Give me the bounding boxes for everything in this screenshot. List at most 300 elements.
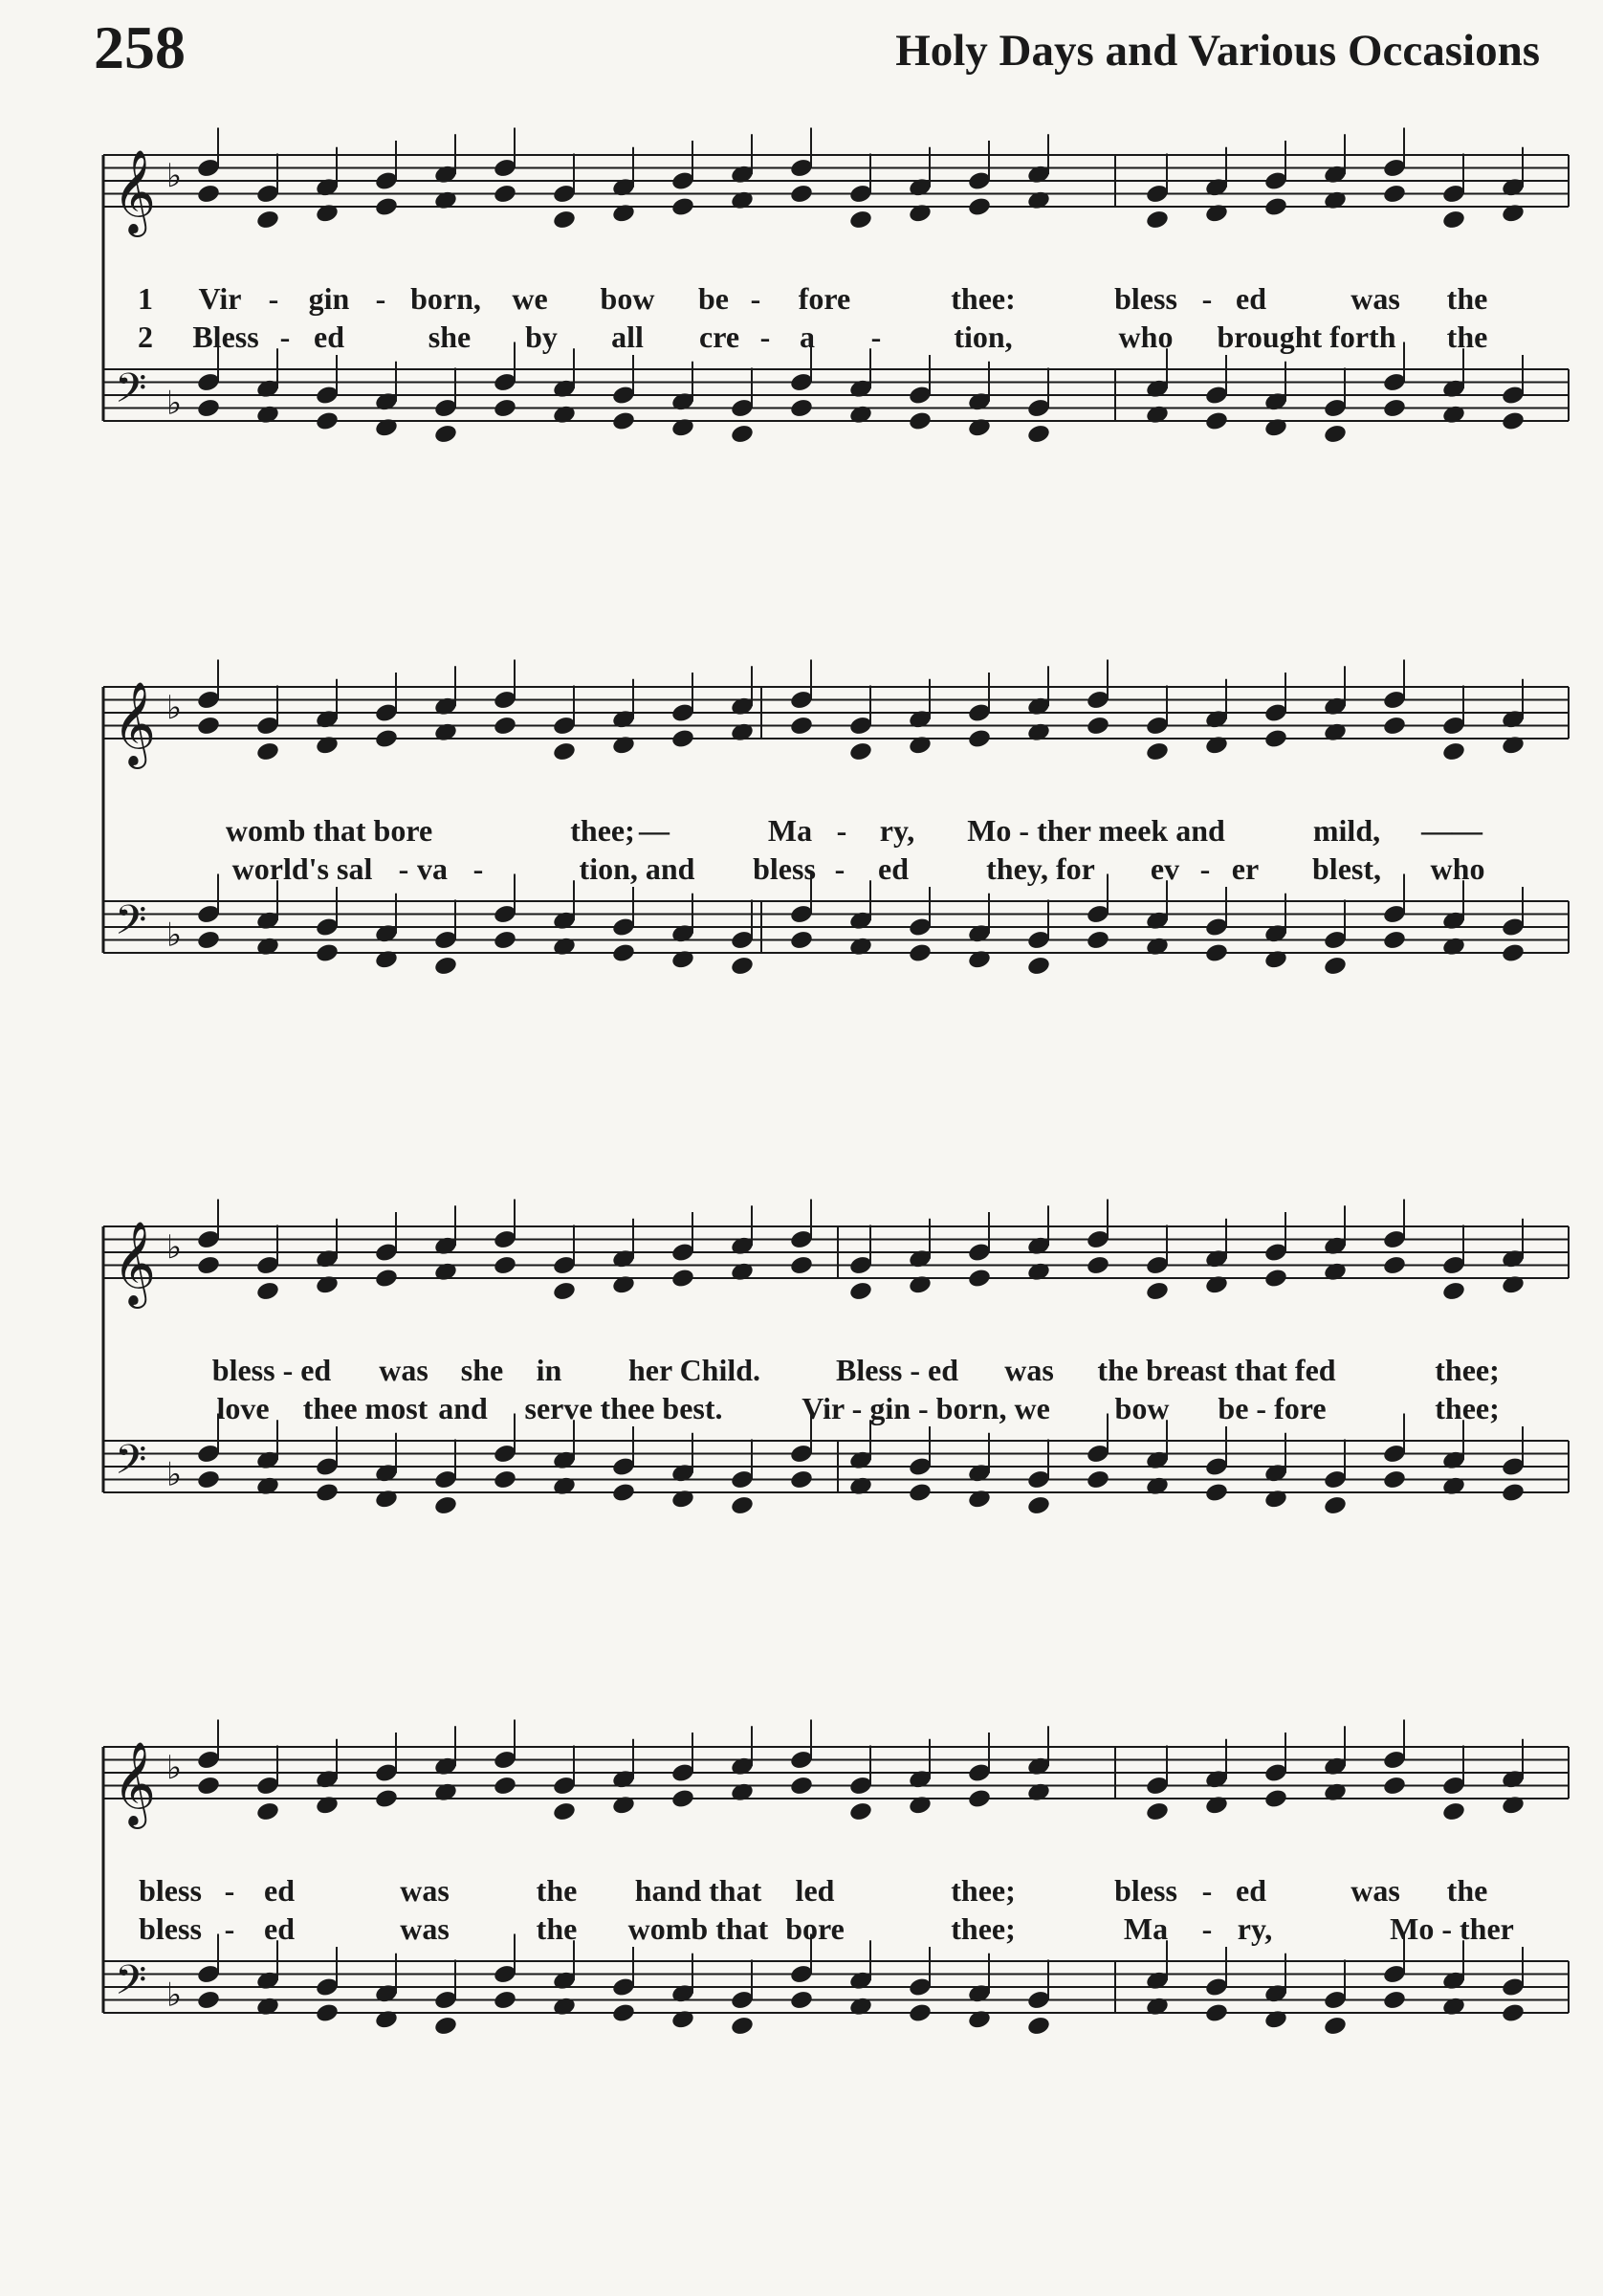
lyric-syllable: Bless <box>192 320 259 354</box>
note-head-icon <box>315 1482 340 1504</box>
page-number: 258 <box>94 13 186 81</box>
note-head-icon <box>433 189 458 211</box>
lyric-syllable: was <box>1350 281 1400 316</box>
note-head-icon <box>1501 734 1526 756</box>
note-head-icon <box>433 1494 458 1516</box>
lyric-syllable: ry, <box>1237 1911 1273 1946</box>
note-head-icon <box>1204 202 1229 224</box>
note-head-icon <box>1026 1781 1051 1803</box>
note-head-icon <box>967 948 992 970</box>
lyric-syllable: she <box>428 320 472 354</box>
lyric-line-verse-1 <box>103 279 1569 318</box>
note-head-icon <box>967 1788 992 1810</box>
note-head-icon <box>908 2002 933 2024</box>
lyric-syllable: bow <box>600 281 655 316</box>
note-head-icon <box>908 1794 933 1816</box>
note-head-icon <box>670 948 695 970</box>
flat-icon: ♭ <box>166 1455 183 1494</box>
note-head-icon <box>1204 1482 1229 1504</box>
note-head-icon <box>789 1254 814 1276</box>
lyric-syllable: Bless - ed <box>836 1353 958 1387</box>
note-head-icon <box>552 936 577 958</box>
lyric-syllable: ed <box>1236 281 1266 316</box>
note-head-icon <box>315 942 340 964</box>
lyric-syllable: was <box>400 1873 450 1908</box>
note-head-icon <box>1026 189 1051 211</box>
lyric-syllable: womb that bore <box>225 813 433 848</box>
note-head-icon <box>730 1781 755 1803</box>
note-head-icon <box>789 715 814 737</box>
note-head-icon <box>1145 936 1170 958</box>
treble-clef-icon: 𝄞 <box>113 148 156 233</box>
lyric-syllable: 2 <box>138 320 153 354</box>
lyric-syllable: - <box>836 813 847 848</box>
lyric-syllable: hand that <box>634 1873 762 1908</box>
note-head-icon <box>848 1280 873 1302</box>
music-system-1 <box>103 144 1569 497</box>
lyric-syllable: born, <box>410 281 481 316</box>
note-head-icon <box>552 209 577 231</box>
lyric-syllable: - <box>750 281 761 316</box>
note-head-icon <box>848 936 873 958</box>
note-head-icon <box>670 1268 695 1290</box>
note-head-icon <box>1501 2002 1526 2024</box>
note-head-icon <box>1323 955 1348 977</box>
lyric-syllable: thee most <box>302 1391 428 1425</box>
note-head-icon <box>1026 721 1051 743</box>
note-head-icon <box>196 715 221 737</box>
note-head-icon <box>255 209 280 231</box>
lyric-syllable: ed <box>314 320 344 354</box>
note-head-icon <box>789 397 814 419</box>
flat-icon: ♭ <box>166 916 183 955</box>
lyric-syllable: we <box>512 281 548 316</box>
note-head-icon <box>374 1268 399 1290</box>
note-head-icon <box>1382 1254 1407 1276</box>
note-head-icon <box>848 404 873 426</box>
lyric-syllable: - <box>224 1911 235 1946</box>
music-system-4 <box>103 1735 1569 2089</box>
note-head-icon <box>433 1261 458 1283</box>
lyric-syllable: bless - ed <box>211 1353 332 1387</box>
note-head-icon <box>433 955 458 977</box>
note-head-icon <box>789 929 814 951</box>
lyric-syllable: — <box>639 813 670 848</box>
note-head-icon <box>611 202 636 224</box>
note-head-icon <box>1441 1996 1466 2018</box>
note-head-icon <box>1501 1482 1526 1504</box>
note-head-icon <box>967 728 992 750</box>
note-head-icon <box>611 942 636 964</box>
note-head-icon <box>255 936 280 958</box>
note-head-icon <box>1382 715 1407 737</box>
lyric-syllable: - <box>375 281 386 316</box>
lyric-syllable: her Child. <box>627 1353 761 1387</box>
lyric-syllable: ed <box>1236 1873 1266 1908</box>
note-head-icon <box>611 734 636 756</box>
note-head-icon <box>552 1280 577 1302</box>
lyric-syllable: mild, <box>1312 813 1381 848</box>
lyric-line-verse-2 <box>103 850 1569 888</box>
note-head-icon <box>908 1482 933 1504</box>
note-head-icon <box>1323 1494 1348 1516</box>
note-head-icon <box>1382 183 1407 205</box>
lyric-syllable: was <box>400 1911 450 1946</box>
music-system-2 <box>103 675 1569 1029</box>
note-head-icon <box>1026 423 1051 445</box>
lyric-syllable: gin <box>308 281 350 316</box>
note-head-icon <box>848 209 873 231</box>
note-head-icon <box>967 416 992 438</box>
lyric-syllable: 1 <box>138 281 153 316</box>
note-head-icon <box>908 1273 933 1295</box>
note-head-icon <box>1382 397 1407 419</box>
lyric-syllable: - <box>472 851 484 886</box>
note-head-icon <box>1026 2015 1051 2037</box>
lyric-syllable: in <box>536 1353 562 1387</box>
note-head-icon <box>1263 1488 1288 1510</box>
lyric-line-verse-1 <box>103 811 1569 850</box>
note-head-icon <box>196 1775 221 1797</box>
lyric-syllable: womb that <box>627 1911 769 1946</box>
note-head-icon <box>1501 202 1526 224</box>
note-head-icon <box>493 1468 517 1490</box>
lyric-syllable: all <box>611 320 644 354</box>
note-head-icon <box>670 728 695 750</box>
lyric-syllable: - <box>224 1873 235 1908</box>
note-head-icon <box>1263 1268 1288 1290</box>
note-head-icon <box>493 1775 517 1797</box>
bass-clef-icon: 𝄢 <box>115 1436 147 1494</box>
lyric-syllable: thee; <box>951 1873 1016 1908</box>
note-head-icon <box>730 423 755 445</box>
lyric-syllable: tion, and <box>579 851 695 886</box>
lyric-syllable: fore <box>798 281 851 316</box>
note-head-icon <box>196 1989 221 2011</box>
note-head-icon <box>552 1996 577 2018</box>
note-head-icon <box>433 2015 458 2037</box>
note-head-icon <box>315 1273 340 1295</box>
lyric-syllable: be <box>698 281 729 316</box>
note-head-icon <box>611 410 636 432</box>
music-system-3 <box>103 1215 1569 1569</box>
note-head-icon <box>611 1794 636 1816</box>
note-head-icon <box>1263 196 1288 218</box>
note-head-icon <box>967 1488 992 1510</box>
lyric-line-verse-2 <box>103 1910 1569 1948</box>
bass-clef-icon: 𝄢 <box>115 1956 147 2015</box>
note-head-icon <box>1145 1800 1170 1822</box>
note-head-icon <box>908 942 933 964</box>
note-head-icon <box>493 929 517 951</box>
lyric-syllable: thee; <box>1435 1391 1500 1425</box>
lyric-line-verse-2 <box>103 1389 1569 1427</box>
note-head-icon <box>1323 1781 1348 1803</box>
note-head-icon <box>967 196 992 218</box>
note-head-icon <box>611 1273 636 1295</box>
note-head-icon <box>374 416 399 438</box>
lyric-syllable: - <box>870 320 882 354</box>
lyric-syllable: - <box>1201 1873 1213 1908</box>
lyric-syllable: va <box>417 851 448 886</box>
note-head-icon <box>433 1781 458 1803</box>
note-head-icon <box>1441 209 1466 231</box>
note-head-icon <box>730 189 755 211</box>
note-head-icon <box>670 1488 695 1510</box>
note-head-icon <box>1323 423 1348 445</box>
note-head-icon <box>789 183 814 205</box>
lyric-syllable: was <box>1004 1353 1054 1387</box>
note-head-icon <box>1441 1800 1466 1822</box>
note-head-icon <box>374 948 399 970</box>
note-head-icon <box>1382 1468 1407 1490</box>
lyric-syllable: —— <box>1421 813 1482 848</box>
lyric-syllable: Vir <box>198 281 242 316</box>
note-head-icon <box>730 955 755 977</box>
note-head-icon <box>196 929 221 951</box>
note-head-icon <box>670 196 695 218</box>
lyric-line-verse-2 <box>103 318 1569 356</box>
note-head-icon <box>848 1475 873 1497</box>
lyric-syllable: - <box>759 320 771 354</box>
note-head-icon <box>1323 189 1348 211</box>
note-head-icon <box>1263 728 1288 750</box>
lyric-line-verse-1 <box>103 1351 1569 1389</box>
lyric-syllable: and <box>438 1391 488 1425</box>
lyric-syllable: a <box>800 320 815 354</box>
note-head-icon <box>1145 1280 1170 1302</box>
note-head-icon <box>611 2002 636 2024</box>
lyric-syllable: be - fore <box>1218 1391 1327 1425</box>
note-head-icon <box>433 423 458 445</box>
lyric-syllable: was <box>379 1353 428 1387</box>
note-head-icon <box>255 1475 280 1497</box>
note-head-icon <box>433 721 458 743</box>
note-head-icon <box>1204 1794 1229 1816</box>
note-head-icon <box>1501 410 1526 432</box>
note-head-icon <box>255 1996 280 2018</box>
lyric-syllable: Mo - ther meek and <box>967 813 1225 848</box>
lyric-syllable: serve thee best. <box>524 1391 723 1425</box>
note-head-icon <box>1204 734 1229 756</box>
lyric-syllable: by <box>525 320 558 354</box>
note-head-icon <box>552 404 577 426</box>
note-head-icon <box>670 1788 695 1810</box>
note-head-icon <box>1382 929 1407 951</box>
lyric-syllable: bless <box>139 1873 202 1908</box>
lyric-syllable: bless <box>1114 281 1177 316</box>
note-head-icon <box>1263 1788 1288 1810</box>
treble-clef-icon: 𝄞 <box>113 680 156 765</box>
note-head-icon <box>1026 1494 1051 1516</box>
note-head-icon <box>374 728 399 750</box>
note-head-icon <box>315 410 340 432</box>
note-head-icon <box>908 410 933 432</box>
note-head-icon <box>730 1261 755 1283</box>
note-head-icon <box>848 1800 873 1822</box>
lyric-syllable: - <box>268 281 279 316</box>
lyric-line-verse-1 <box>103 1871 1569 1910</box>
note-head-icon <box>1145 209 1170 231</box>
lyric-syllable: ev <box>1150 851 1180 886</box>
lyric-syllable: the <box>536 1873 578 1908</box>
note-head-icon <box>196 1254 221 1276</box>
lyric-syllable: the <box>1446 320 1488 354</box>
note-head-icon <box>1086 1468 1110 1490</box>
lyric-syllable: was <box>1350 1873 1400 1908</box>
note-head-icon <box>493 183 517 205</box>
note-head-icon <box>255 1800 280 1822</box>
lyric-syllable: - <box>834 851 845 886</box>
note-head-icon <box>967 1268 992 1290</box>
lyric-syllable: - <box>1201 281 1213 316</box>
note-head-icon <box>315 734 340 756</box>
lyric-syllable: they, for <box>986 851 1095 886</box>
lyric-syllable: Vir - gin - born, we <box>802 1391 1050 1425</box>
note-head-icon <box>611 1482 636 1504</box>
note-head-icon <box>1323 721 1348 743</box>
note-head-icon <box>670 2008 695 2030</box>
note-head-icon <box>1323 2015 1348 2037</box>
note-head-icon <box>374 1488 399 1510</box>
note-head-icon <box>255 1280 280 1302</box>
note-head-icon <box>730 721 755 743</box>
flat-icon: ♭ <box>166 689 183 727</box>
note-head-icon <box>1145 740 1170 762</box>
note-head-icon <box>1263 2008 1288 2030</box>
lyric-syllable: love <box>216 1391 270 1425</box>
note-head-icon <box>196 1468 221 1490</box>
note-head-icon <box>374 196 399 218</box>
lyric-syllable: the <box>1446 1873 1488 1908</box>
note-head-icon <box>1441 740 1466 762</box>
note-head-icon <box>552 740 577 762</box>
note-head-icon <box>552 1475 577 1497</box>
note-head-icon <box>196 397 221 419</box>
note-head-icon <box>1145 1996 1170 2018</box>
note-head-icon <box>255 404 280 426</box>
lyric-syllable: tion, <box>954 320 1013 354</box>
note-head-icon <box>967 2008 992 2030</box>
note-head-icon <box>908 734 933 756</box>
note-head-icon <box>1086 715 1110 737</box>
bass-clef-icon: 𝄢 <box>115 896 147 955</box>
lyric-syllable: bow <box>1114 1391 1170 1425</box>
lyric-syllable: cre <box>698 320 740 354</box>
lyric-syllable: thee; <box>570 813 635 848</box>
lyric-syllable: who <box>1430 851 1485 886</box>
flat-icon: ♭ <box>166 1749 183 1787</box>
flat-icon: ♭ <box>166 157 183 195</box>
note-head-icon <box>1323 1261 1348 1283</box>
lyric-syllable: she <box>460 1353 504 1387</box>
lyric-syllable: - <box>398 851 409 886</box>
note-head-icon <box>374 1788 399 1810</box>
lyric-syllable: - <box>279 320 291 354</box>
treble-clef-icon: 𝄞 <box>113 1220 156 1305</box>
lyric-syllable: brought forth <box>1217 320 1396 354</box>
note-head-icon <box>1501 942 1526 964</box>
note-head-icon <box>1263 948 1288 970</box>
note-head-icon <box>1086 1254 1110 1276</box>
note-head-icon <box>789 1775 814 1797</box>
lyric-syllable: led <box>795 1873 835 1908</box>
lyric-syllable: er <box>1231 851 1260 886</box>
note-head-icon <box>493 1989 517 2011</box>
lyric-syllable: bore <box>785 1911 845 1946</box>
lyric-syllable: Mo - ther <box>1390 1911 1514 1946</box>
flat-icon: ♭ <box>166 1976 183 2015</box>
lyric-syllable: the <box>536 1911 578 1946</box>
note-head-icon <box>1026 1261 1051 1283</box>
note-head-icon <box>1204 2002 1229 2024</box>
note-head-icon <box>670 416 695 438</box>
note-head-icon <box>1263 416 1288 438</box>
note-head-icon <box>1204 410 1229 432</box>
running-title: Holy Days and Various Occasions <box>895 26 1540 76</box>
note-head-icon <box>730 2015 755 2037</box>
note-head-icon <box>730 1494 755 1516</box>
note-head-icon <box>1441 1280 1466 1302</box>
note-head-icon <box>1204 1273 1229 1295</box>
note-head-icon <box>789 1468 814 1490</box>
note-head-icon <box>315 202 340 224</box>
note-head-icon <box>1382 1775 1407 1797</box>
lyric-syllable: - <box>1199 851 1211 886</box>
note-head-icon <box>315 1794 340 1816</box>
lyric-syllable: who <box>1118 320 1174 354</box>
bass-clef-icon: 𝄢 <box>115 364 147 423</box>
note-head-icon <box>493 397 517 419</box>
note-head-icon <box>255 740 280 762</box>
lyric-syllable: thee: <box>951 281 1016 316</box>
note-head-icon <box>1441 936 1466 958</box>
lyric-syllable: blest, <box>1312 851 1381 886</box>
lyric-syllable: the <box>1446 281 1488 316</box>
note-head-icon <box>1441 404 1466 426</box>
lyric-syllable: thee; <box>951 1911 1016 1946</box>
note-head-icon <box>1204 942 1229 964</box>
note-head-icon <box>493 715 517 737</box>
lyric-syllable: ed <box>264 1911 295 1946</box>
flat-icon: ♭ <box>166 384 183 423</box>
note-head-icon <box>1501 1794 1526 1816</box>
note-head-icon <box>848 1996 873 2018</box>
note-head-icon <box>1501 1273 1526 1295</box>
lyric-syllable: thee; <box>1435 1353 1500 1387</box>
lyric-syllable: Ma <box>767 813 813 848</box>
note-head-icon <box>315 2002 340 2024</box>
note-head-icon <box>1086 929 1110 951</box>
note-head-icon <box>493 1254 517 1276</box>
note-head-icon <box>196 183 221 205</box>
note-head-icon <box>848 740 873 762</box>
note-head-icon <box>908 202 933 224</box>
lyric-syllable: ed <box>878 851 909 886</box>
note-head-icon <box>1026 955 1051 977</box>
lyric-syllable: ry, <box>879 813 915 848</box>
note-head-icon <box>374 2008 399 2030</box>
note-head-icon <box>1145 404 1170 426</box>
note-head-icon <box>1441 1475 1466 1497</box>
note-head-icon <box>1382 1989 1407 2011</box>
lyric-syllable: - <box>1201 1911 1213 1946</box>
note-head-icon <box>1145 1475 1170 1497</box>
note-head-icon <box>552 1800 577 1822</box>
lyric-syllable: bless <box>753 851 816 886</box>
lyric-syllable: ed <box>264 1873 295 1908</box>
note-head-icon <box>789 1989 814 2011</box>
